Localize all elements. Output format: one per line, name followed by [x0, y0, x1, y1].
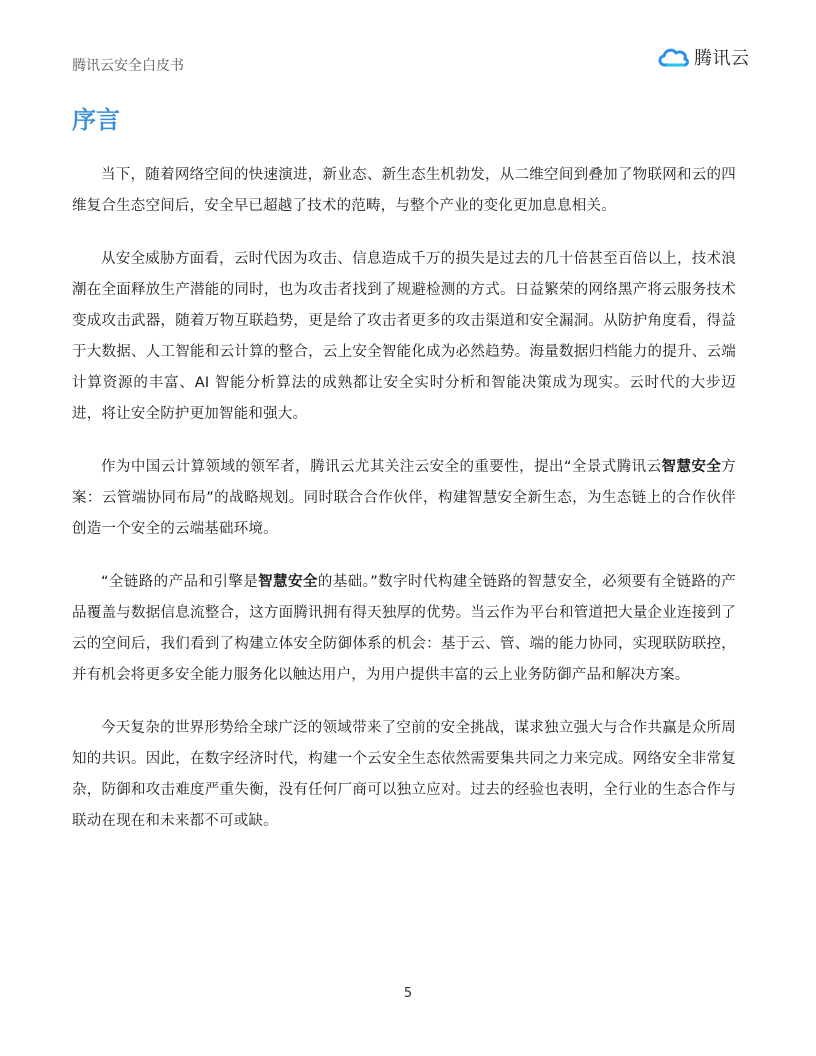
emphasis-text: 智慧安全: [258, 574, 318, 590]
paragraph-text: 当下，随着网络空间的快速演进，新业态、新生态生机勃发，从二维空间到叠加了物联网和云的四维复合生态空间后，安全早已超越了技术的范畴，与整个产业的变化更加息息相关。: [72, 167, 736, 214]
paragraph-text: 的基础。”数字时代构建全链路的智慧安全，必须要有全链路的产品覆盖与数据信息流整合，这方面腾讯拥有得天独厚的优势。当云作为平台和管道把大量企业连接到了云的空间后，我们看到了构建立体安全防御体系的机会：基于云、管、端的能力协同，实现联防联控，并有机会将更多安全能力服务化以触达用户，为用户提供丰富的云上业务防御产品和解决方案。: [72, 574, 736, 683]
paragraph-text: 作为中国云计算领域的领军者，腾讯云尤其关注云安全的重要性，提出“全景式腾讯云: [101, 459, 662, 475]
page-number: 5: [403, 986, 413, 1001]
paragraph-2: [72, 244, 736, 430]
logo-text: 腾讯云: [694, 48, 750, 69]
paragraph-text: “全链路的产品和引擎是: [101, 574, 259, 590]
section-title: 序言: [72, 106, 120, 134]
paragraph-text: 今天复杂的世界形势给全球广泛的领域带来了空前的安全挑战，谋求独立强大与合作共赢是众所周知的共识。因此，在数字经济时代，构建一个云安全生态依然需要集共同之力来完成。网络安全非常复杂，防御和攻击难度严重失衡，没有任何厂商可以独立应对。过去的经验也表明，全行业的生态合作与联动在现在和未来都不可或缺。: [72, 720, 736, 829]
tencent-cloud-logo-icon: [656, 45, 690, 69]
header-document-title: 腾讯云安全白皮书: [72, 58, 184, 74]
paragraph-text: 方案：云管端协同布局”的战略规划。同时联合合作伙伴，构建智慧安全新生态，为生态链上的合作伙伴创造一个安全的云端基础环境。: [72, 459, 736, 537]
paragraph-1: [72, 160, 736, 222]
paragraph-5: [72, 713, 736, 837]
paragraph-3: [72, 452, 736, 545]
tencent-cloud-logo: [656, 44, 750, 70]
paragraph-4: [72, 567, 736, 691]
emphasis-text: 智慧安全: [661, 459, 722, 475]
paragraph-text: 从安全威胁方面看，云时代因为攻击、信息造成千万的损失是过去的几十倍甚至百倍以上，技术浪潮在全面释放生产潜能的同时，也为攻击者找到了规避检测的方式。日益繁荣的网络黑产将云服务技术变成攻击武器，随着万物互联趋势，更是给了攻击者更多的攻击渠道和安全漏洞。从防护角度看，得益于大数据、人工智能和云计算的整合，云上安全智能化成为必然趋势。海量数据归档能力的提升、云端计算资源的丰富、AI 智能分析算法的成熟都让安全实时分析和智能决策成为现实。云时代的大步迈进，将让安全防护更加智能和强大。: [72, 251, 736, 422]
preface-body: [72, 160, 736, 859]
